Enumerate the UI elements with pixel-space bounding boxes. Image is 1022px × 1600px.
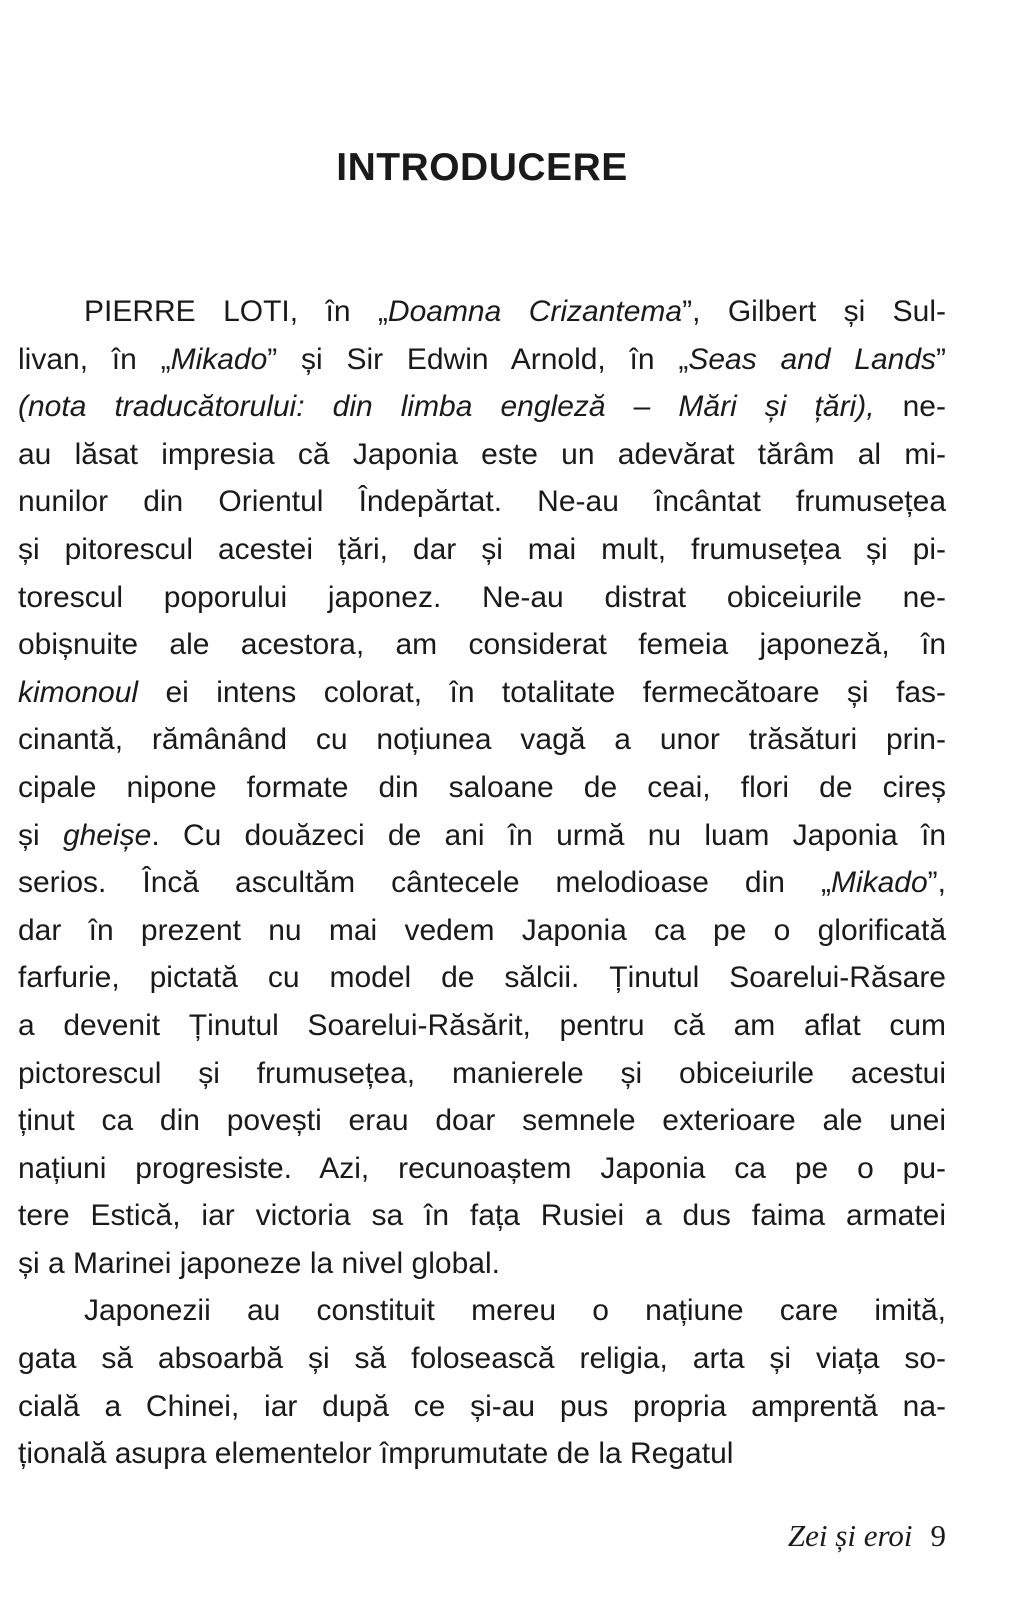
text-line bbox=[18, 1240, 946, 1288]
italic-text: gheișe bbox=[62, 818, 152, 852]
text-run: și bbox=[18, 818, 63, 852]
text-run: pictorescul și frumusețea, manierele și obiceiurile acestui bbox=[18, 1056, 946, 1090]
text-line bbox=[18, 478, 946, 526]
text-line bbox=[18, 716, 946, 764]
text-run: Japonezii au constituit mereu o națiune care imită, bbox=[84, 1294, 946, 1328]
text-line bbox=[18, 288, 946, 336]
text-run: ”, Gilbert și Sul- bbox=[682, 295, 946, 328]
text-line bbox=[18, 1145, 946, 1193]
text-run: ” bbox=[936, 342, 947, 376]
text-run: ne- bbox=[874, 390, 946, 424]
text-line bbox=[18, 526, 946, 574]
text-line bbox=[18, 764, 946, 812]
text-line bbox=[18, 383, 946, 431]
italic-text: Doamna Crizantema bbox=[387, 295, 683, 328]
text-line bbox=[18, 907, 946, 955]
text-line bbox=[18, 1335, 946, 1383]
text-line bbox=[18, 1097, 946, 1145]
footer-book-title: Zei și eroi bbox=[787, 1518, 913, 1553]
text-run: serios. Încă ascultăm cântecele melodioase din „ bbox=[18, 866, 831, 900]
text-run: ei intens colorat, în totalitate fermecătoare și fas- bbox=[138, 675, 946, 709]
text-run: cipale nipone formate din saloane de ceai, flori de cireș bbox=[18, 770, 946, 804]
text-run: ”, bbox=[927, 866, 946, 900]
text-run: livan, în „ bbox=[18, 342, 171, 376]
italic-text: Seas and Lands bbox=[688, 342, 937, 376]
text-run: obișnuite ale acestora, am considerat femeia japoneză, în bbox=[18, 628, 946, 662]
text-run: cinantă, rămânând cu noțiunea vagă a unor trăsături prin- bbox=[18, 723, 946, 757]
chapter-title: INTRODUCERE bbox=[336, 146, 628, 189]
text-line bbox=[18, 1050, 946, 1098]
text-line bbox=[18, 859, 946, 907]
paragraph bbox=[18, 1287, 946, 1477]
text-run: torescul poporului japonez. Ne-au distrat obiceiurile ne- bbox=[18, 580, 946, 614]
paragraph bbox=[18, 288, 946, 1287]
text-line bbox=[18, 574, 946, 622]
body-text bbox=[18, 288, 946, 1478]
page-number: 9 bbox=[930, 1518, 946, 1553]
text-run: și a Marinei japoneze la nivel global. bbox=[18, 1246, 500, 1280]
italic-text: Mikado bbox=[170, 342, 268, 376]
text-run: dar în prezent nu mai vedem Japonia ca pe o glorificată bbox=[18, 913, 946, 947]
text-run: PIERRE LOTI, în „ bbox=[84, 295, 388, 328]
text-line bbox=[18, 1383, 946, 1431]
text-run: națiuni progresiste. Azi, recunoaștem Japonia ca pe o pu- bbox=[18, 1151, 946, 1185]
text-run: au lăsat impresia că Japonia este un adevărat tărâm al mi- bbox=[18, 437, 946, 471]
text-line bbox=[18, 336, 946, 384]
text-line bbox=[18, 669, 946, 717]
text-run: . Cu douăzeci de ani în urmă nu luam Japonia în bbox=[151, 818, 947, 852]
text-run: și pitorescul acestei țări, dar și mai mult, frumusețea și pi- bbox=[18, 532, 946, 566]
text-run: nunilor din Orientul Îndepărtat. Ne-au încântat frumusețea bbox=[18, 485, 946, 519]
text-line bbox=[18, 1430, 946, 1478]
text-run: tere Estică, iar victoria sa în fața Rusiei a dus faima armatei bbox=[18, 1199, 946, 1233]
text-line bbox=[18, 1002, 946, 1050]
italic-text: kimonoul bbox=[18, 675, 139, 709]
text-line bbox=[18, 954, 946, 1002]
text-line bbox=[18, 621, 946, 669]
text-run: farfurie, pictată cu model de sălcii. Ținutul Soarelui-Răsare bbox=[18, 961, 946, 995]
running-footer bbox=[788, 1518, 946, 1554]
italic-text: (nota traducătorului: din limba engleză – Mări și țări), bbox=[18, 390, 875, 424]
text-run: ” și Sir Edwin Arnold, în „ bbox=[267, 342, 689, 376]
text-line bbox=[18, 812, 946, 860]
text-line bbox=[18, 1192, 946, 1240]
text-line bbox=[18, 1287, 946, 1335]
text-run: cială a Chinei, iar după ce și-au pus propria amprentă na- bbox=[18, 1389, 946, 1423]
text-run: gata să absoarbă și să folosească religia, arta și viața so- bbox=[18, 1342, 946, 1376]
text-line bbox=[18, 431, 946, 479]
text-run: țională asupra elementelor împrumutate de la Regatul bbox=[18, 1437, 734, 1471]
text-run: a devenit Ținutul Soarelui-Răsărit, pentru că am aflat cum bbox=[18, 1008, 946, 1042]
italic-text: Mikado bbox=[830, 866, 928, 900]
text-run: ținut ca din povești erau doar semnele exterioare ale unei bbox=[18, 1104, 946, 1138]
